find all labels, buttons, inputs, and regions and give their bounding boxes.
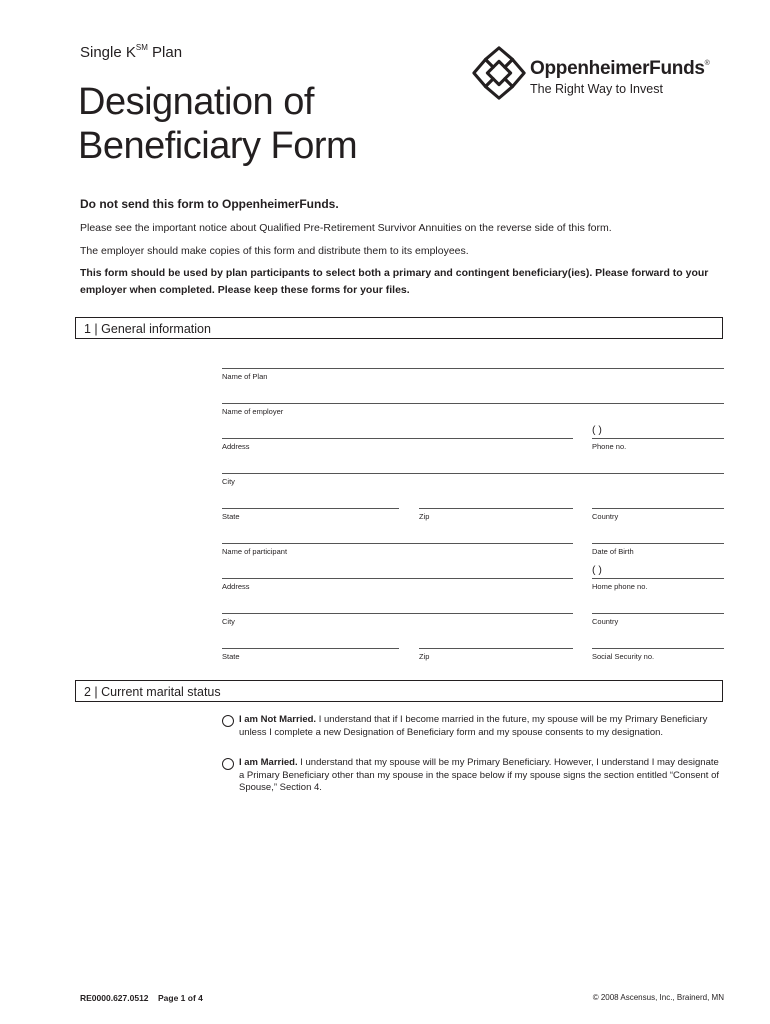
intro-warning: Do not send this form to OppenheimerFunds.: [80, 197, 339, 211]
form-code: RE0000.627.0512: [80, 993, 149, 1003]
not-married-radio[interactable]: [222, 715, 234, 727]
social-security-no-field[interactable]: Social Security no.: [592, 648, 724, 661]
participant-address-field[interactable]: Address: [222, 578, 573, 591]
intro-notice: Please see the important notice about Qualified Pre-Retirement Survivor Annuities on the reverse side of this form.: [80, 222, 612, 234]
footer-copyright: © 2008 Ascensus, Inc., Brainerd, MN: [592, 993, 724, 1002]
married-radio[interactable]: [222, 758, 234, 770]
page-number: Page 1 of 4: [157, 993, 203, 1003]
home-phone-area-code-parens: ( ): [592, 564, 602, 576]
intro-instructions: This form should be used by plan participants to select both a primary and contingent beneficiary(ies). Please forward to your employer when completed. Please keep these forms for your files.: [80, 267, 709, 296]
section-1-header: 1 | General information: [75, 317, 723, 339]
section-2-header: 2 | Current marital status: [75, 680, 723, 702]
participant-state-field[interactable]: State: [222, 648, 399, 661]
title-line-2: Beneficiary Form: [78, 125, 358, 167]
phone-no-field[interactable]: Phone no.: [592, 438, 724, 451]
brand-tagline: The Right Way to Invest: [530, 82, 663, 96]
not-married-option[interactable]: [222, 714, 722, 739]
intro-copies: The employer should make copies of this form and distribute them to its employees.: [80, 245, 469, 257]
name-of-plan-field[interactable]: Name of Plan: [222, 368, 724, 381]
city-field[interactable]: City: [222, 473, 724, 486]
date-of-birth-field[interactable]: Date of Birth: [592, 543, 724, 556]
married-option[interactable]: [222, 757, 722, 795]
country-field[interactable]: Country: [592, 508, 724, 521]
name-of-employer-field[interactable]: Name of employer: [222, 403, 724, 416]
married-text: I am Married. I understand that my spouse will be my Primary Beneficiary. However, I understand I may designate a Primary Beneficiary other than my spouse in the space below if my spouse signs the section entitled “Consent of Spouse,” Section 4.: [239, 757, 719, 793]
not-married-text: I am Not Married. I understand that if I become married in the future, my spouse will be my Primary Beneficiary unless I complete a new Designation of Beneficiary form and my spouse consents to my designation.: [239, 714, 708, 738]
phone-area-code-parens: ( ): [592, 424, 602, 436]
title-line-1: Designation of: [78, 81, 314, 123]
plan-name: Single K℠ Plan: [80, 43, 183, 61]
address-field[interactable]: Address: [222, 438, 573, 451]
name-of-participant-field[interactable]: Name of participant: [222, 543, 573, 556]
oppenheimer-hands-logo-icon: [470, 44, 528, 102]
state-field[interactable]: State: [222, 508, 399, 521]
brand-name: OppenheimerFunds®: [530, 58, 710, 79]
participant-country-field[interactable]: Country: [592, 613, 724, 626]
footer-form-info: [80, 993, 203, 1003]
home-phone-no-field[interactable]: Home phone no.: [592, 578, 724, 591]
page-title: [78, 80, 357, 168]
participant-city-field[interactable]: City: [222, 613, 573, 626]
zip-field[interactable]: Zip: [419, 508, 573, 521]
participant-zip-field[interactable]: Zip: [419, 648, 573, 661]
